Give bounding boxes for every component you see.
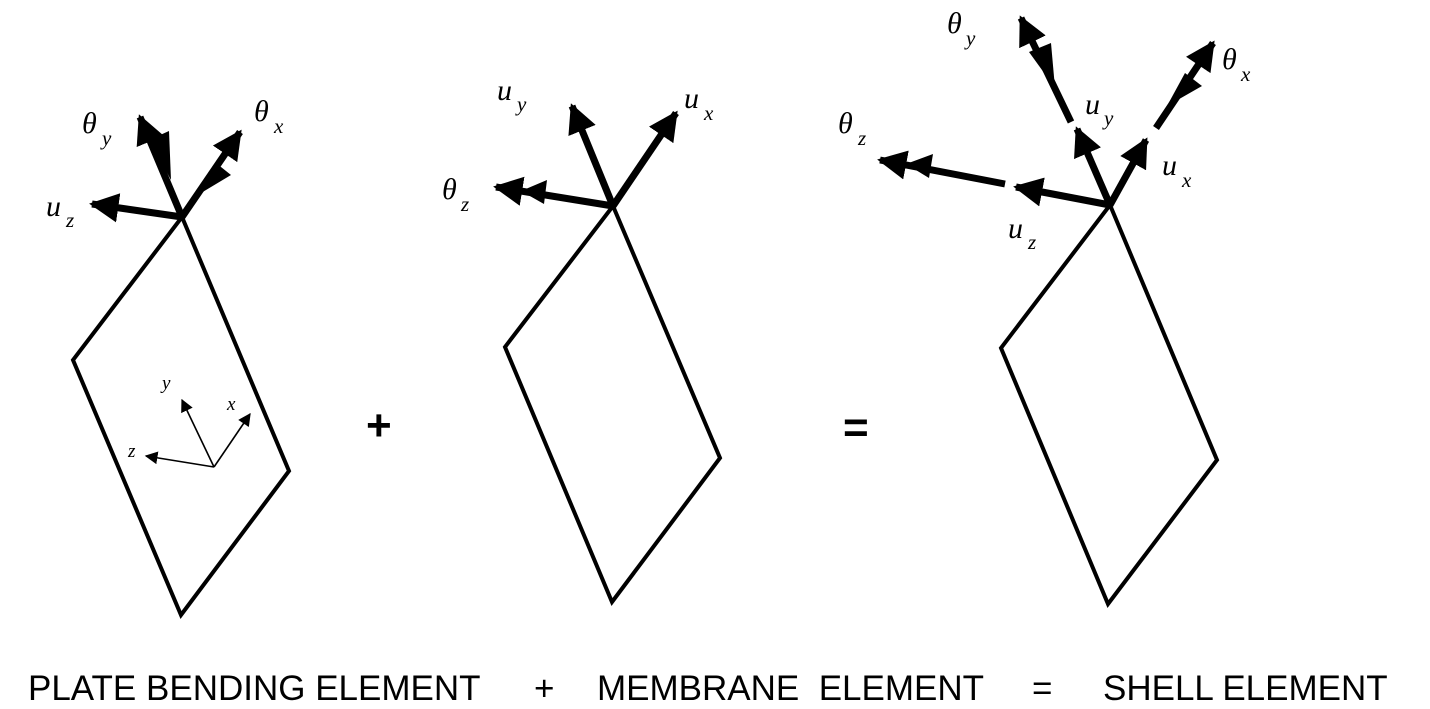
shell-label-theta-z (838, 107, 866, 150)
local-z-label: z (128, 441, 136, 462)
shell-theta-z-arrow (880, 160, 1005, 184)
local-z-axis (146, 456, 214, 467)
shell-theta-z-second-head (906, 154, 933, 178)
label-subscript: z (1028, 230, 1037, 254)
plus-operator: + (366, 401, 392, 450)
label-symbol: θ (1222, 43, 1237, 76)
label-subscript: y (966, 26, 976, 50)
caption-shell: SHELL ELEMENT (1103, 669, 1388, 708)
label-symbol: θ (442, 173, 457, 206)
shell-label-theta-y (947, 7, 976, 50)
membrane-theta-z-arrow (496, 187, 613, 206)
caption-equals: = (1032, 669, 1053, 708)
plate-bending-element (46, 95, 289, 615)
membrane-label-u-y (497, 74, 527, 116)
caption-plate: PLATE BENDING ELEMENT (28, 669, 481, 708)
label-subscript: x (1241, 62, 1251, 86)
equals-operator: = (843, 403, 869, 452)
label-symbol: u (497, 74, 512, 107)
plate-u-z-arrow (92, 204, 182, 217)
local-axes (127, 373, 250, 467)
caption-membrane: MEMBRANE ELEMENT (597, 669, 984, 708)
label-symbol: θ (947, 7, 962, 40)
shell-label-u-x (1162, 149, 1192, 192)
label-symbol: θ (838, 107, 853, 140)
label-subscript: y (517, 92, 527, 116)
label-subscript: y (102, 126, 112, 150)
label-subscript: y (1104, 106, 1114, 130)
plate-label-theta-y (82, 107, 112, 150)
caption (28, 669, 1388, 708)
shell-u-x-arrow (1110, 140, 1146, 205)
plate-label-u-z (46, 190, 74, 232)
shell-u-y-arrow (1077, 129, 1110, 205)
label-symbol: u (684, 82, 699, 115)
plate-theta-y-arrow (140, 117, 182, 217)
label-symbol: θ (254, 95, 269, 128)
shell-label-theta-x (1222, 43, 1251, 86)
membrane-theta-z-second-head (521, 180, 547, 204)
label-subscript: x (274, 114, 284, 138)
shell-outline (1001, 205, 1217, 604)
label-symbol: θ (82, 107, 97, 140)
membrane-u-x-arrow (613, 113, 676, 206)
shell-label-u-z (1008, 212, 1036, 254)
local-x-axis (214, 414, 250, 467)
shell-label-u-y (1085, 88, 1114, 130)
membrane-label-theta-z (442, 173, 469, 216)
label-subscript: x (1182, 168, 1192, 192)
membrane-label-u-x (684, 82, 714, 125)
local-y-axis (182, 400, 214, 467)
plate-label-theta-x (254, 95, 284, 138)
local-x-label: x (227, 394, 236, 415)
label-subscript: x (704, 101, 714, 125)
membrane-element (442, 74, 720, 602)
label-symbol: u (1162, 149, 1177, 182)
local-y-label: y (162, 373, 171, 394)
label-subscript: z (461, 192, 470, 216)
shell-theta-x-second-head (1167, 73, 1202, 106)
membrane-u-y-arrow (572, 106, 613, 206)
membrane-outline (505, 206, 720, 602)
caption-plus: + (534, 669, 555, 708)
label-subscript: z (66, 208, 75, 232)
shell-u-z-arrow (1016, 187, 1110, 205)
label-symbol: u (1085, 88, 1100, 121)
label-subscript: z (858, 126, 867, 150)
shell-element (838, 7, 1251, 604)
label-symbol: u (46, 190, 61, 223)
label-symbol: u (1008, 212, 1023, 245)
plate-outline (73, 217, 289, 615)
plate-theta-x-second-head (196, 163, 231, 196)
